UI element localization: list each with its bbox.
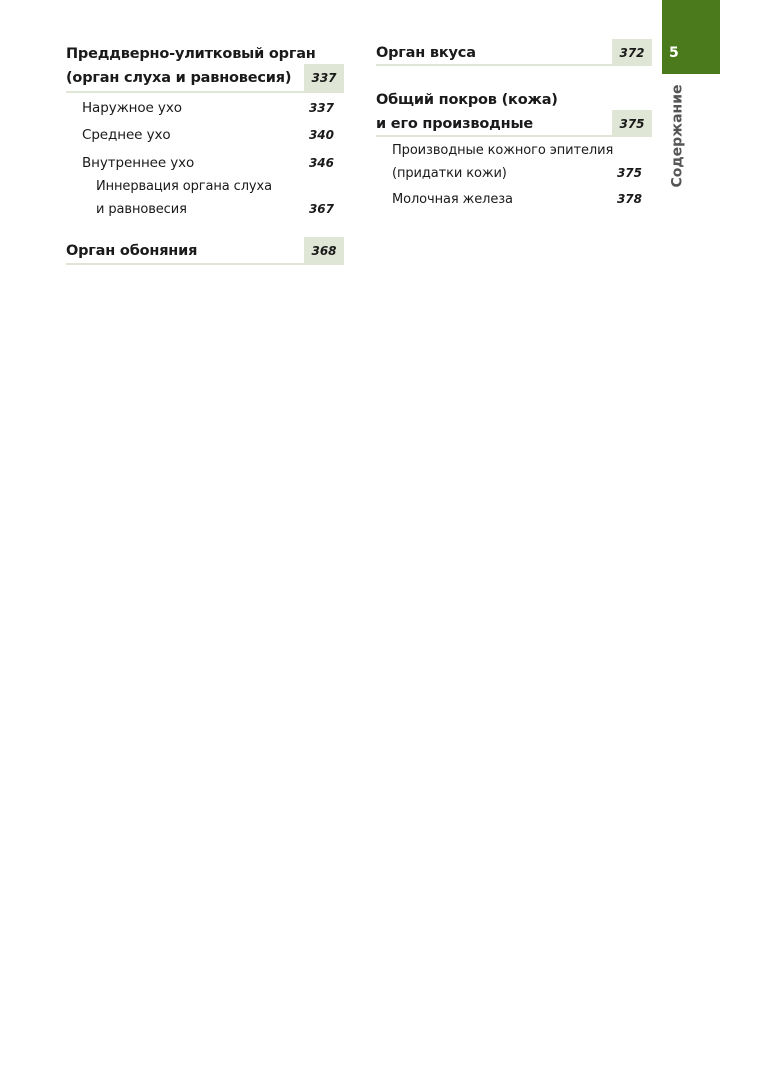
toc-subentry-page: 375 bbox=[616, 166, 642, 180]
toc-entry-title bbox=[66, 236, 344, 266]
page-number: 5 bbox=[669, 45, 679, 61]
toc-entry-title-line: Преддверно-улитковый орган bbox=[66, 46, 316, 62]
section-label bbox=[668, 84, 688, 188]
toc-entry-title-line: (орган слуха и равновесия) bbox=[66, 70, 292, 86]
toc-subentry-label[interactable]: Производные кожного эпителия bbox=[392, 143, 614, 158]
toc-subentry-label[interactable]: (придатки кожи) bbox=[392, 166, 507, 181]
toc-page-box: 372 bbox=[612, 39, 652, 66]
toc-subentry-page: 340 bbox=[308, 128, 334, 142]
toc-divider bbox=[376, 64, 652, 66]
toc-divider bbox=[66, 91, 344, 93]
toc-entry-vestibulocochlear[interactable] bbox=[66, 42, 344, 94]
toc-entry-integument[interactable] bbox=[376, 88, 652, 138]
toc-subsubentry-label[interactable]: Иннервация органа слуха bbox=[96, 179, 272, 194]
section-label-text: Содержание bbox=[670, 84, 687, 188]
toc-page-box: 337 bbox=[304, 64, 344, 91]
toc-subentry-page: 346 bbox=[308, 156, 334, 170]
toc-entry-title bbox=[66, 42, 344, 90]
toc-subentry-page: 337 bbox=[308, 101, 334, 115]
toc-entry-title-line: и его производные bbox=[376, 116, 533, 132]
toc-divider bbox=[66, 263, 344, 265]
toc-subentry-label[interactable]: Наружное ухо bbox=[82, 100, 182, 116]
toc-page-box: 368 bbox=[304, 237, 344, 264]
toc-subentry-page: 378 bbox=[616, 192, 642, 206]
toc-entry-title-line: Общий покров (кожа) bbox=[376, 92, 558, 108]
toc-page-box: 375 bbox=[612, 110, 652, 137]
toc-subsubentry-label[interactable]: и равновесия bbox=[96, 202, 187, 217]
toc-subsubentry-page: 367 bbox=[308, 202, 334, 216]
toc-entry-title bbox=[376, 88, 652, 136]
toc-divider bbox=[376, 135, 652, 137]
toc-subentry-label[interactable]: Молочная железа bbox=[392, 192, 513, 207]
toc-entry-title-line: Орган вкуса bbox=[376, 45, 476, 61]
toc-entry-olfactory[interactable] bbox=[66, 236, 344, 266]
page-number-tab bbox=[662, 0, 720, 74]
toc-subentry-label[interactable]: Внутреннее ухо bbox=[82, 155, 195, 171]
toc-subentry-label[interactable]: Среднее ухо bbox=[82, 127, 171, 143]
toc-entry-title-line: Орган обоняния bbox=[66, 243, 198, 259]
toc-entry-gustatory[interactable] bbox=[376, 38, 652, 68]
